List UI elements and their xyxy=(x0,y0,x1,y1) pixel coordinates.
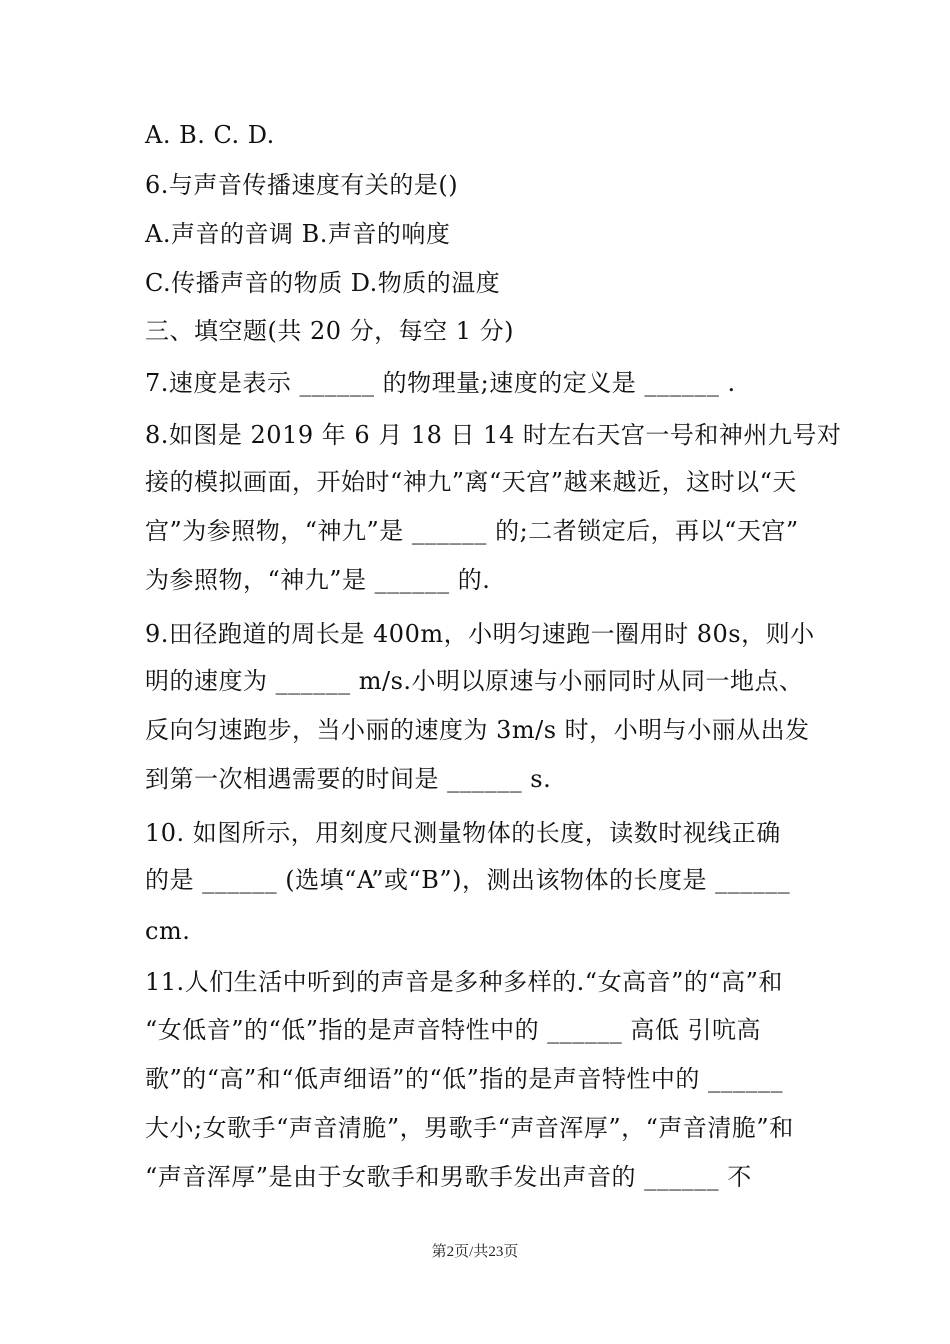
question-9-line: 明的速度为 ______ m/s.小明以原速与小丽同时从同一地点、 xyxy=(145,667,804,695)
question-11-line: 歌”的“高”和“低声细语”的“低”指的是声音特性中的 ______ xyxy=(145,1065,784,1093)
page-number: 第2页/共23页 xyxy=(431,1244,519,1260)
question-9-line: 到第一次相遇需要的时间是 ______ s. xyxy=(145,765,552,793)
question-8-line: 为参照物，“神九”是 ______ 的. xyxy=(145,566,491,594)
question-10-line: 的是 ______ (选填“A”或“B”)，测出该物体的长度是 ______ xyxy=(145,866,791,894)
question-6: 6.与声音传播速度有关的是() xyxy=(145,171,459,199)
question-8-line: 宫”为参照物，“神九”是 ______ 的;二者锁定后，再以“天宫” xyxy=(145,517,799,545)
question-7: 7.速度是表示 ______ 的物理量;速度的定义是 ______ . xyxy=(145,369,736,397)
question-8-line: 接的模拟画面，开始时“神九”离“天宫”越来越近，这时以“天 xyxy=(145,468,797,496)
text-line: A. B. C. D. xyxy=(145,121,275,149)
question-11-line: 大小;女歌手“声音清脆”，男歌手“声音浑厚”，“声音清脆”和 xyxy=(145,1114,794,1142)
question-6-options-ab: A.声音的音调 B.声音的响度 xyxy=(145,220,451,248)
section-heading: 三、填空题(共 20 分，每空 1 分) xyxy=(145,317,515,345)
question-11-line: 11.人们生活中听到的声音是多种多样的.“女高音”的“高”和 xyxy=(145,968,783,996)
question-11-line: “声音浑厚”是由于女歌手和男歌手发出声音的 ______ 不 xyxy=(145,1163,752,1191)
question-8-line: 8.如图是 2019 年 6 月 18 日 14 时左右天宫一号和神州九号对 xyxy=(145,421,842,449)
question-6-options-cd: C.传播声音的物质 D.物质的温度 xyxy=(145,269,501,297)
question-9-line: 反向匀速跑步，当小丽的速度为 3m/s 时，小明与小丽从出发 xyxy=(145,716,810,744)
question-11-line: “女低音”的“低”指的是声音特性中的 ______ 高低 引吭高 xyxy=(145,1016,761,1044)
question-10-line: 10. 如图所示，用刻度尺测量物体的长度，读数时视线正确 xyxy=(145,819,781,847)
question-10-line: cm. xyxy=(145,917,191,945)
question-9-line: 9.田径跑道的周长是 400m，小明匀速跑一圈用时 80s，则小 xyxy=(145,620,815,648)
